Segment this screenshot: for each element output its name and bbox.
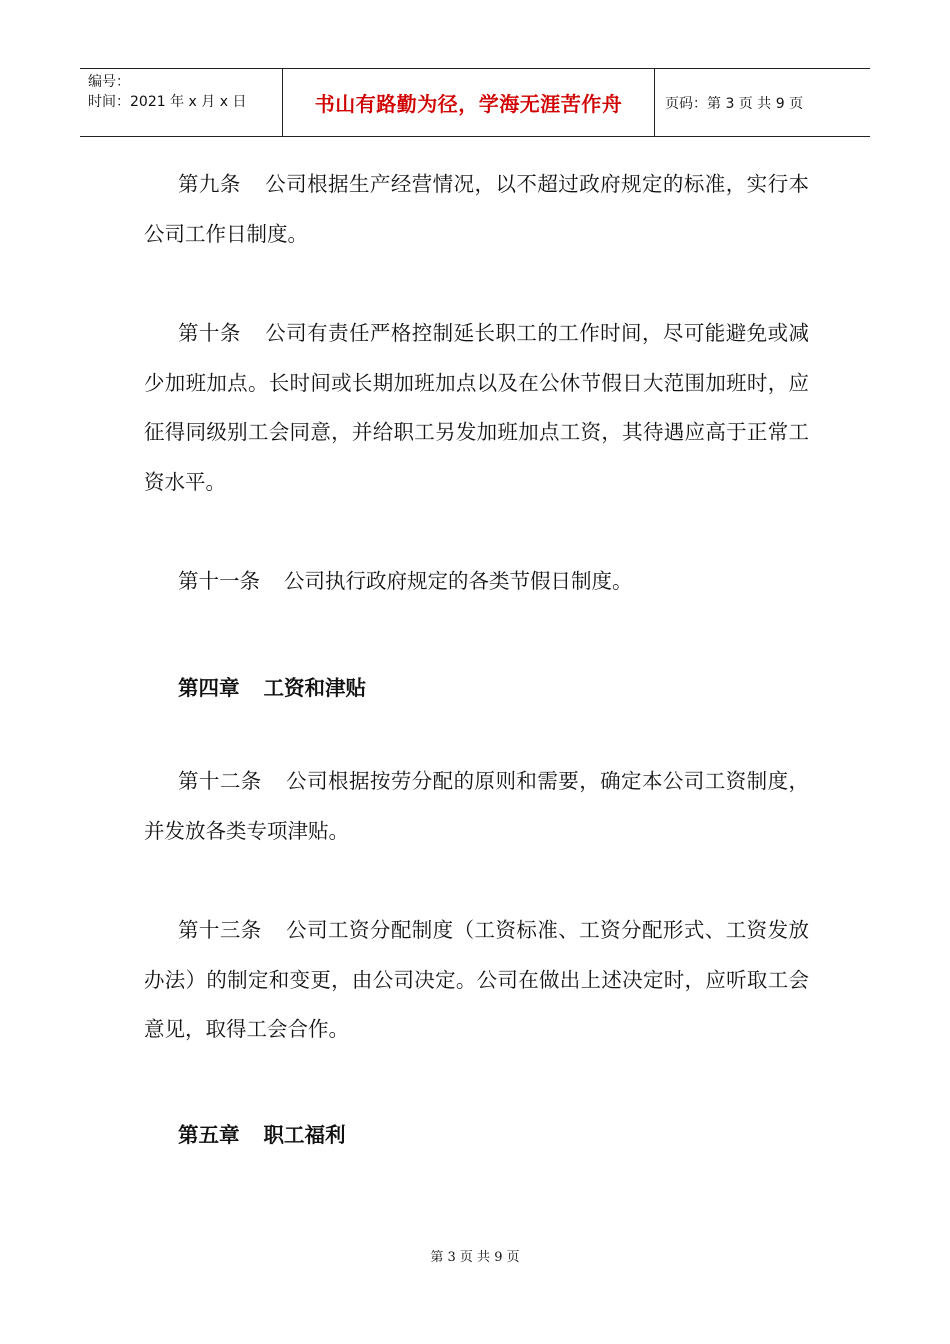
article-text: 公司执行政府规定的各类节假日制度。	[284, 569, 633, 593]
article-paragraph	[144, 557, 809, 607]
header-info-cell	[80, 69, 282, 136]
article-paragraph	[144, 160, 809, 259]
time-label: 时间：2021 年 x 月 x 日	[88, 94, 247, 110]
article-number: 第十条	[178, 321, 241, 345]
chapter-title: 工资和津贴	[263, 676, 366, 700]
chapter-heading	[178, 671, 366, 701]
page-header	[80, 68, 870, 137]
article-number: 第十三条	[178, 918, 262, 942]
chapter-title: 职工福利	[263, 1123, 346, 1147]
article-text: 公司工资分配制度（工资标准、工资分配形式、工资发放办法）的制定和变更，由公司决定。公司在做出上述决定时，应听取工会意见，取得工会合作。	[144, 918, 810, 1041]
article-number: 第九条	[178, 172, 241, 196]
page-footer: 第 3 页 共 9 页	[430, 1250, 520, 1265]
article-paragraph	[144, 309, 809, 507]
article-number: 第十一条	[178, 569, 260, 593]
article-text: 公司根据按劳分配的原则和需要，确定本公司工资制度，并发放各类专项津贴。	[144, 769, 810, 843]
article-paragraph	[144, 757, 809, 856]
article-text: 公司根据生产经营情况，以不超过政府规定的标准，实行本公司工作日制度。	[144, 172, 810, 246]
article-text: 公司有责任严格控制延长职工的工作时间，尽可能避免或减少加班加点。长时间或长期加班加点以及在公休节假日大范围加班时，应征得同级别工会同意，并给职工另发加班加点工资，其待遇应高于正常工资水平。	[144, 321, 810, 494]
article-number: 第十二条	[178, 769, 262, 793]
chapter-number: 第四章	[178, 676, 240, 700]
chapter-heading	[178, 1118, 346, 1148]
serial-label: 编号：	[88, 74, 130, 90]
article-paragraph	[144, 906, 809, 1055]
header-page-info: 页码：第 3 页 共 9 页	[665, 95, 804, 112]
chapter-number: 第五章	[178, 1123, 240, 1147]
header-motto: 书山有路勤为径，学海无涯苦作舟	[282, 69, 655, 136]
